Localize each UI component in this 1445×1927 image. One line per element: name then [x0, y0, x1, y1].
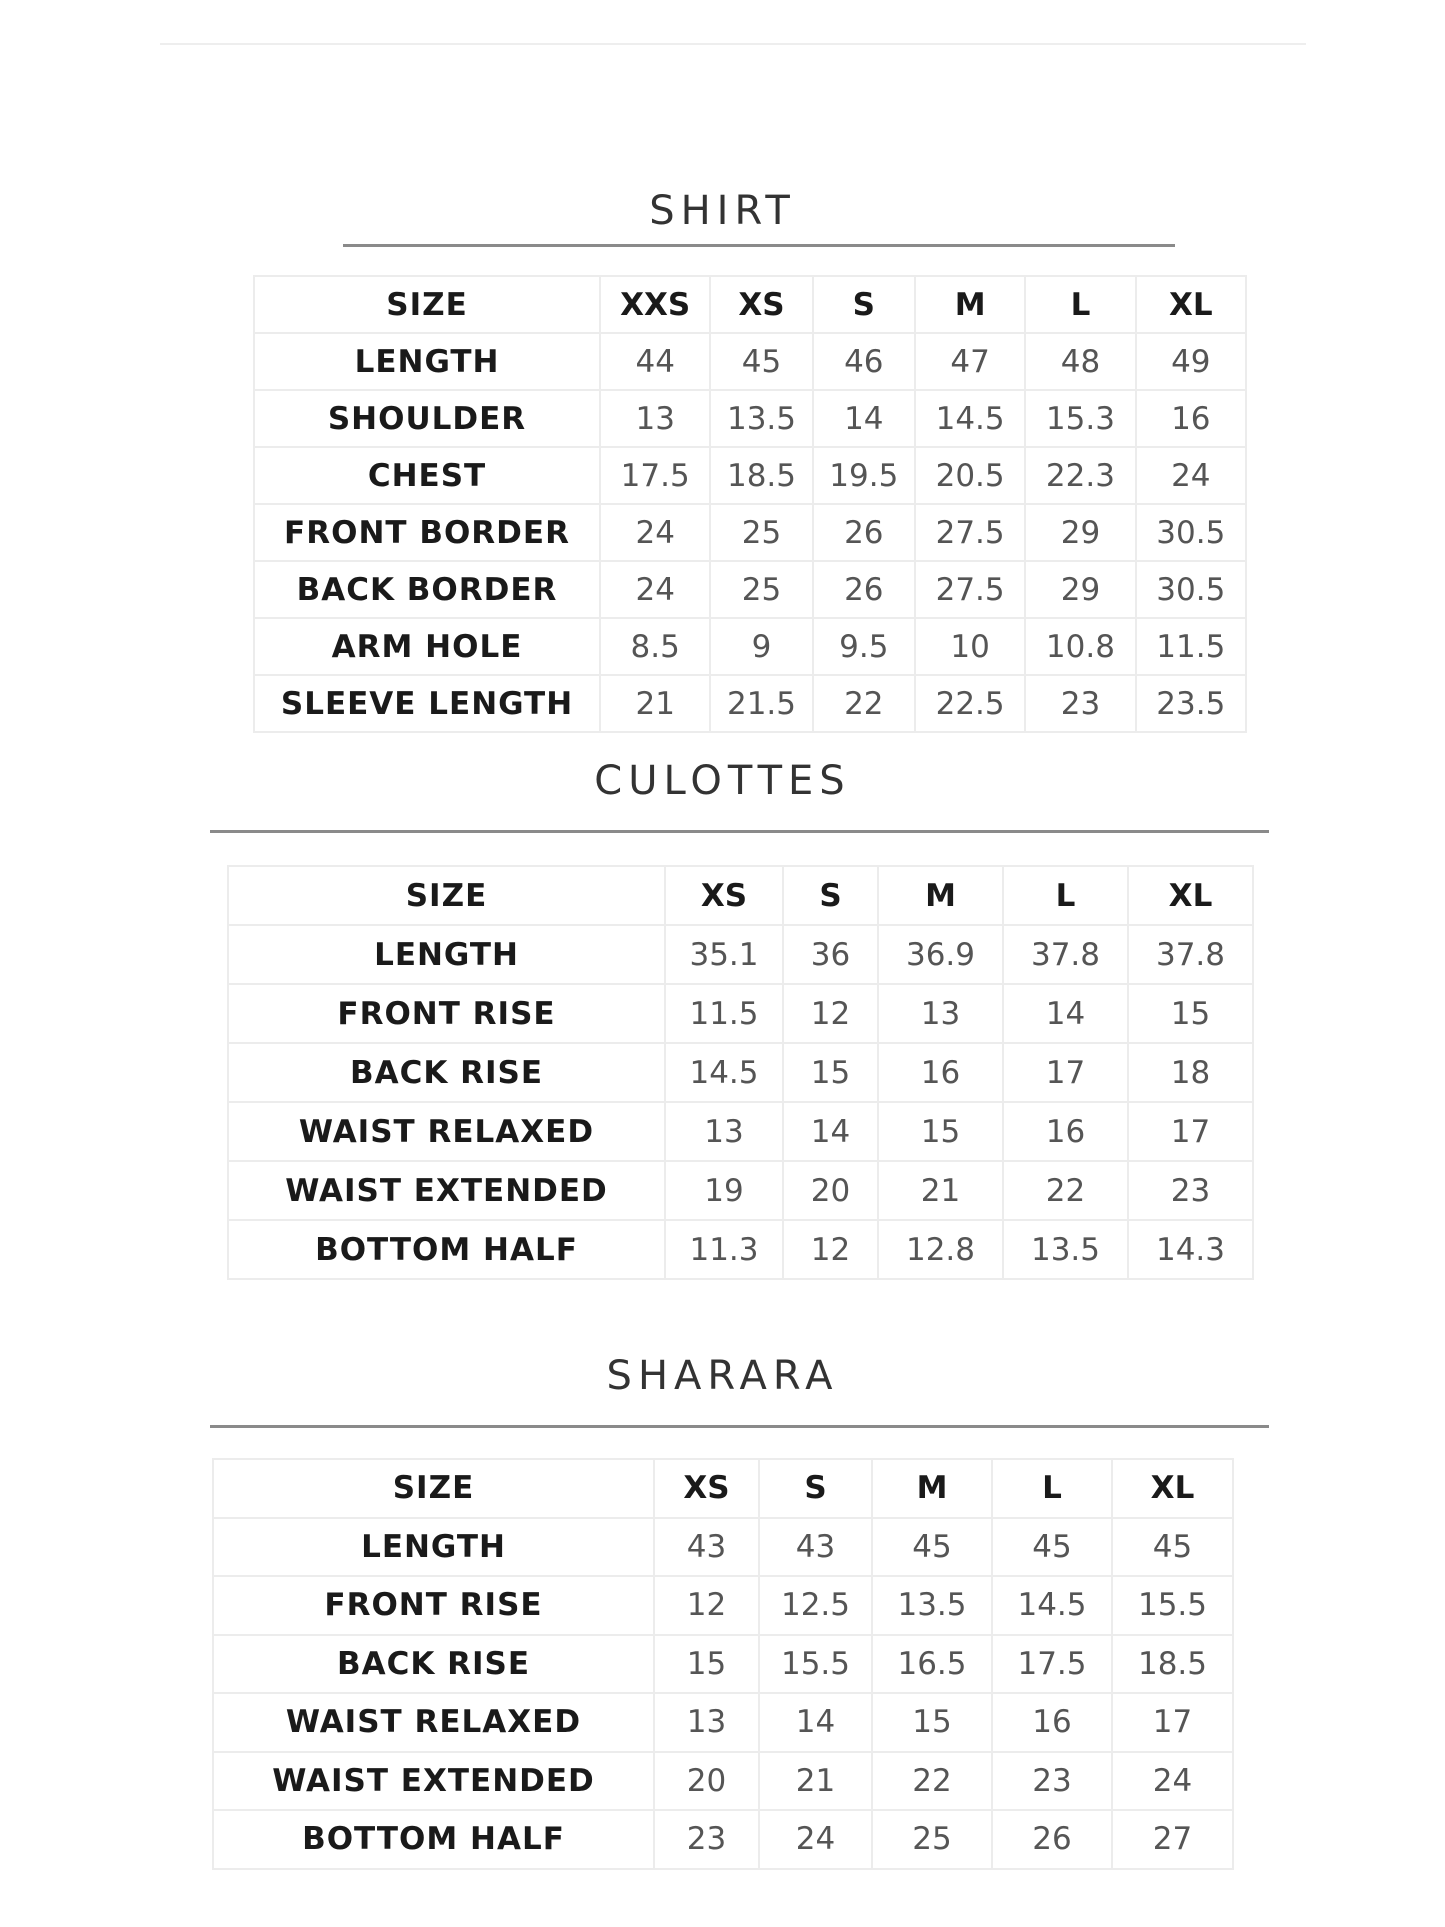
- measurement-value: 10: [915, 618, 1025, 675]
- size-column-header: XL: [1112, 1459, 1233, 1518]
- measurement-value: 11.5: [665, 984, 783, 1043]
- measurement-value: 15.3: [1025, 390, 1135, 447]
- measurement-value: 14: [759, 1693, 872, 1752]
- table-row: [228, 1220, 1253, 1279]
- measurement-value: 17: [1112, 1693, 1233, 1752]
- measurement-value: 36: [783, 925, 878, 984]
- measurement-label: LENGTH: [213, 1518, 654, 1577]
- measurement-value: 14: [1003, 984, 1128, 1043]
- measurement-value: 13: [600, 390, 710, 447]
- measurement-value: 47: [915, 333, 1025, 390]
- table-row: [254, 504, 1246, 561]
- measurement-label: ARM HOLE: [254, 618, 600, 675]
- measurement-label: BACK RISE: [213, 1635, 654, 1694]
- measurement-value: 22.3: [1025, 447, 1135, 504]
- shirt-title-rule: [343, 244, 1175, 247]
- measurement-value: 25: [872, 1810, 992, 1869]
- measurement-value: 14.5: [915, 390, 1025, 447]
- measurement-value: 43: [759, 1518, 872, 1577]
- table-row: [228, 1161, 1253, 1220]
- measurement-value: 45: [872, 1518, 992, 1577]
- measurement-value: 21: [600, 675, 710, 732]
- measurement-label: WAIST EXTENDED: [228, 1161, 665, 1220]
- size-column-header: M: [915, 276, 1025, 333]
- measurement-value: 22.5: [915, 675, 1025, 732]
- measurement-value: 19.5: [813, 447, 915, 504]
- measurement-value: 23.5: [1136, 675, 1246, 732]
- measurement-label: FRONT RISE: [213, 1576, 654, 1635]
- measurement-value: 37.8: [1003, 925, 1128, 984]
- size-column-header: XS: [710, 276, 812, 333]
- measurement-value: 26: [813, 504, 915, 561]
- measurement-value: 11.3: [665, 1220, 783, 1279]
- measurement-value: 37.8: [1128, 925, 1253, 984]
- size-column-header: XL: [1136, 276, 1246, 333]
- measurement-value: 35.1: [665, 925, 783, 984]
- measurement-value: 46: [813, 333, 915, 390]
- measurement-value: 14: [813, 390, 915, 447]
- measurement-value: 14.5: [992, 1576, 1112, 1635]
- shirt-size-table: [253, 275, 1247, 733]
- table-row: [254, 618, 1246, 675]
- culottes-size-table: [227, 865, 1254, 1280]
- measurement-value: 15.5: [759, 1635, 872, 1694]
- size-column-header: L: [1025, 276, 1135, 333]
- table-row: [213, 1693, 1233, 1752]
- measurement-value: 13.5: [1003, 1220, 1128, 1279]
- table-row: [228, 1043, 1253, 1102]
- measurement-value: 30.5: [1136, 504, 1246, 561]
- measurement-value: 18: [1128, 1043, 1253, 1102]
- measurement-value: 13.5: [710, 390, 812, 447]
- measurement-value: 45: [710, 333, 812, 390]
- measurement-value: 22: [813, 675, 915, 732]
- measurement-value: 19: [665, 1161, 783, 1220]
- table-row: [213, 1752, 1233, 1811]
- measurement-value: 36.9: [878, 925, 1003, 984]
- table-row: [254, 447, 1246, 504]
- size-column-header: XS: [654, 1459, 759, 1518]
- measurement-value: 17.5: [992, 1635, 1112, 1694]
- table-row: [254, 333, 1246, 390]
- measurement-value: 24: [600, 561, 710, 618]
- measurement-value: 14: [783, 1102, 878, 1161]
- size-column-header: S: [783, 866, 878, 925]
- measurement-value: 12: [654, 1576, 759, 1635]
- sharara-size-table: [212, 1458, 1234, 1870]
- measurement-value: 9.5: [813, 618, 915, 675]
- table-row: [213, 1518, 1233, 1577]
- table-row: [213, 1635, 1233, 1694]
- table-row: [254, 561, 1246, 618]
- measurement-value: 17: [1003, 1043, 1128, 1102]
- measurement-value: 20.5: [915, 447, 1025, 504]
- measurement-value: 27.5: [915, 504, 1025, 561]
- size-column-header: XL: [1128, 866, 1253, 925]
- measurement-label: BOTTOM HALF: [228, 1220, 665, 1279]
- measurement-value: 15: [878, 1102, 1003, 1161]
- measurement-value: 44: [600, 333, 710, 390]
- measurement-value: 27.5: [915, 561, 1025, 618]
- measurement-label: WAIST RELAXED: [228, 1102, 665, 1161]
- measurement-label: WAIST EXTENDED: [213, 1752, 654, 1811]
- measurement-value: 18.5: [710, 447, 812, 504]
- size-header-cell: SIZE: [228, 866, 665, 925]
- measurement-value: 15.5: [1112, 1576, 1233, 1635]
- shirt-header-row: [254, 276, 1246, 333]
- measurement-value: 12: [783, 1220, 878, 1279]
- sharara-title: SHARARA: [606, 1353, 839, 1399]
- measurement-value: 12.8: [878, 1220, 1003, 1279]
- measurement-label: CHEST: [254, 447, 600, 504]
- measurement-value: 30.5: [1136, 561, 1246, 618]
- measurement-label: BOTTOM HALF: [213, 1810, 654, 1869]
- measurement-value: 9: [710, 618, 812, 675]
- size-column-header: M: [878, 866, 1003, 925]
- measurement-value: 43: [654, 1518, 759, 1577]
- size-column-header: S: [813, 276, 915, 333]
- measurement-value: 49: [1136, 333, 1246, 390]
- size-column-header: L: [1003, 866, 1128, 925]
- measurement-value: 12: [783, 984, 878, 1043]
- measurement-value: 11.5: [1136, 618, 1246, 675]
- culottes-title: CULOTTES: [594, 758, 851, 804]
- measurement-value: 17: [1128, 1102, 1253, 1161]
- measurement-value: 23: [654, 1810, 759, 1869]
- measurement-value: 25: [710, 504, 812, 561]
- measurement-value: 45: [1112, 1518, 1233, 1577]
- measurement-value: 15: [1128, 984, 1253, 1043]
- table-row: [254, 390, 1246, 447]
- size-header-cell: SIZE: [213, 1459, 654, 1518]
- measurement-value: 12.5: [759, 1576, 872, 1635]
- measurement-label: SHOULDER: [254, 390, 600, 447]
- table-row: [213, 1576, 1233, 1635]
- size-column-header: XS: [665, 866, 783, 925]
- measurement-value: 23: [1128, 1161, 1253, 1220]
- size-column-header: L: [992, 1459, 1112, 1518]
- measurement-value: 21: [878, 1161, 1003, 1220]
- measurement-value: 10.8: [1025, 618, 1135, 675]
- size-column-header: S: [759, 1459, 872, 1518]
- measurement-value: 48: [1025, 333, 1135, 390]
- measurement-label: BACK RISE: [228, 1043, 665, 1102]
- measurement-value: 21: [759, 1752, 872, 1811]
- table-row: [228, 984, 1253, 1043]
- measurement-value: 15: [872, 1693, 992, 1752]
- measurement-value: 16: [992, 1693, 1112, 1752]
- measurement-value: 45: [992, 1518, 1112, 1577]
- size-header-cell: SIZE: [254, 276, 600, 333]
- measurement-value: 16: [878, 1043, 1003, 1102]
- measurement-value: 18.5: [1112, 1635, 1233, 1694]
- measurement-value: 26: [992, 1810, 1112, 1869]
- measurement-value: 20: [783, 1161, 878, 1220]
- measurement-label: FRONT RISE: [228, 984, 665, 1043]
- measurement-value: 14.5: [665, 1043, 783, 1102]
- measurement-value: 22: [1003, 1161, 1128, 1220]
- measurement-value: 22: [872, 1752, 992, 1811]
- measurement-value: 21.5: [710, 675, 812, 732]
- size-column-header: M: [872, 1459, 992, 1518]
- measurement-value: 23: [992, 1752, 1112, 1811]
- table-row: [228, 925, 1253, 984]
- culottes-header-row: [228, 866, 1253, 925]
- measurement-value: 16: [1003, 1102, 1128, 1161]
- measurement-value: 25: [710, 561, 812, 618]
- table-row: [213, 1810, 1233, 1869]
- measurement-value: 16: [1136, 390, 1246, 447]
- sharara-title-rule: [210, 1425, 1269, 1428]
- measurement-value: 13: [654, 1693, 759, 1752]
- measurement-label: FRONT BORDER: [254, 504, 600, 561]
- measurement-value: 27: [1112, 1810, 1233, 1869]
- measurement-value: 15: [783, 1043, 878, 1102]
- measurement-value: 23: [1025, 675, 1135, 732]
- measurement-value: 8.5: [600, 618, 710, 675]
- measurement-value: 15: [654, 1635, 759, 1694]
- culottes-title-rule: [210, 830, 1269, 833]
- measurement-value: 24: [1136, 447, 1246, 504]
- top-divider: [160, 43, 1306, 45]
- measurement-value: 14.3: [1128, 1220, 1253, 1279]
- measurement-label: LENGTH: [228, 925, 665, 984]
- measurement-label: WAIST RELAXED: [213, 1693, 654, 1752]
- measurement-value: 13: [878, 984, 1003, 1043]
- sharara-header-row: [213, 1459, 1233, 1518]
- table-row: [254, 675, 1246, 732]
- measurement-value: 16.5: [872, 1635, 992, 1694]
- measurement-value: 24: [1112, 1752, 1233, 1811]
- measurement-value: 24: [759, 1810, 872, 1869]
- measurement-value: 13.5: [872, 1576, 992, 1635]
- measurement-value: 13: [665, 1102, 783, 1161]
- measurement-value: 24: [600, 504, 710, 561]
- measurement-value: 26: [813, 561, 915, 618]
- shirt-title: SHIRT: [649, 188, 796, 234]
- measurement-label: BACK BORDER: [254, 561, 600, 618]
- measurement-label: LENGTH: [254, 333, 600, 390]
- measurement-value: 20: [654, 1752, 759, 1811]
- size-column-header: XXS: [600, 276, 710, 333]
- measurement-value: 17.5: [600, 447, 710, 504]
- measurement-value: 29: [1025, 561, 1135, 618]
- table-row: [228, 1102, 1253, 1161]
- measurement-value: 29: [1025, 504, 1135, 561]
- measurement-label: SLEEVE LENGTH: [254, 675, 600, 732]
